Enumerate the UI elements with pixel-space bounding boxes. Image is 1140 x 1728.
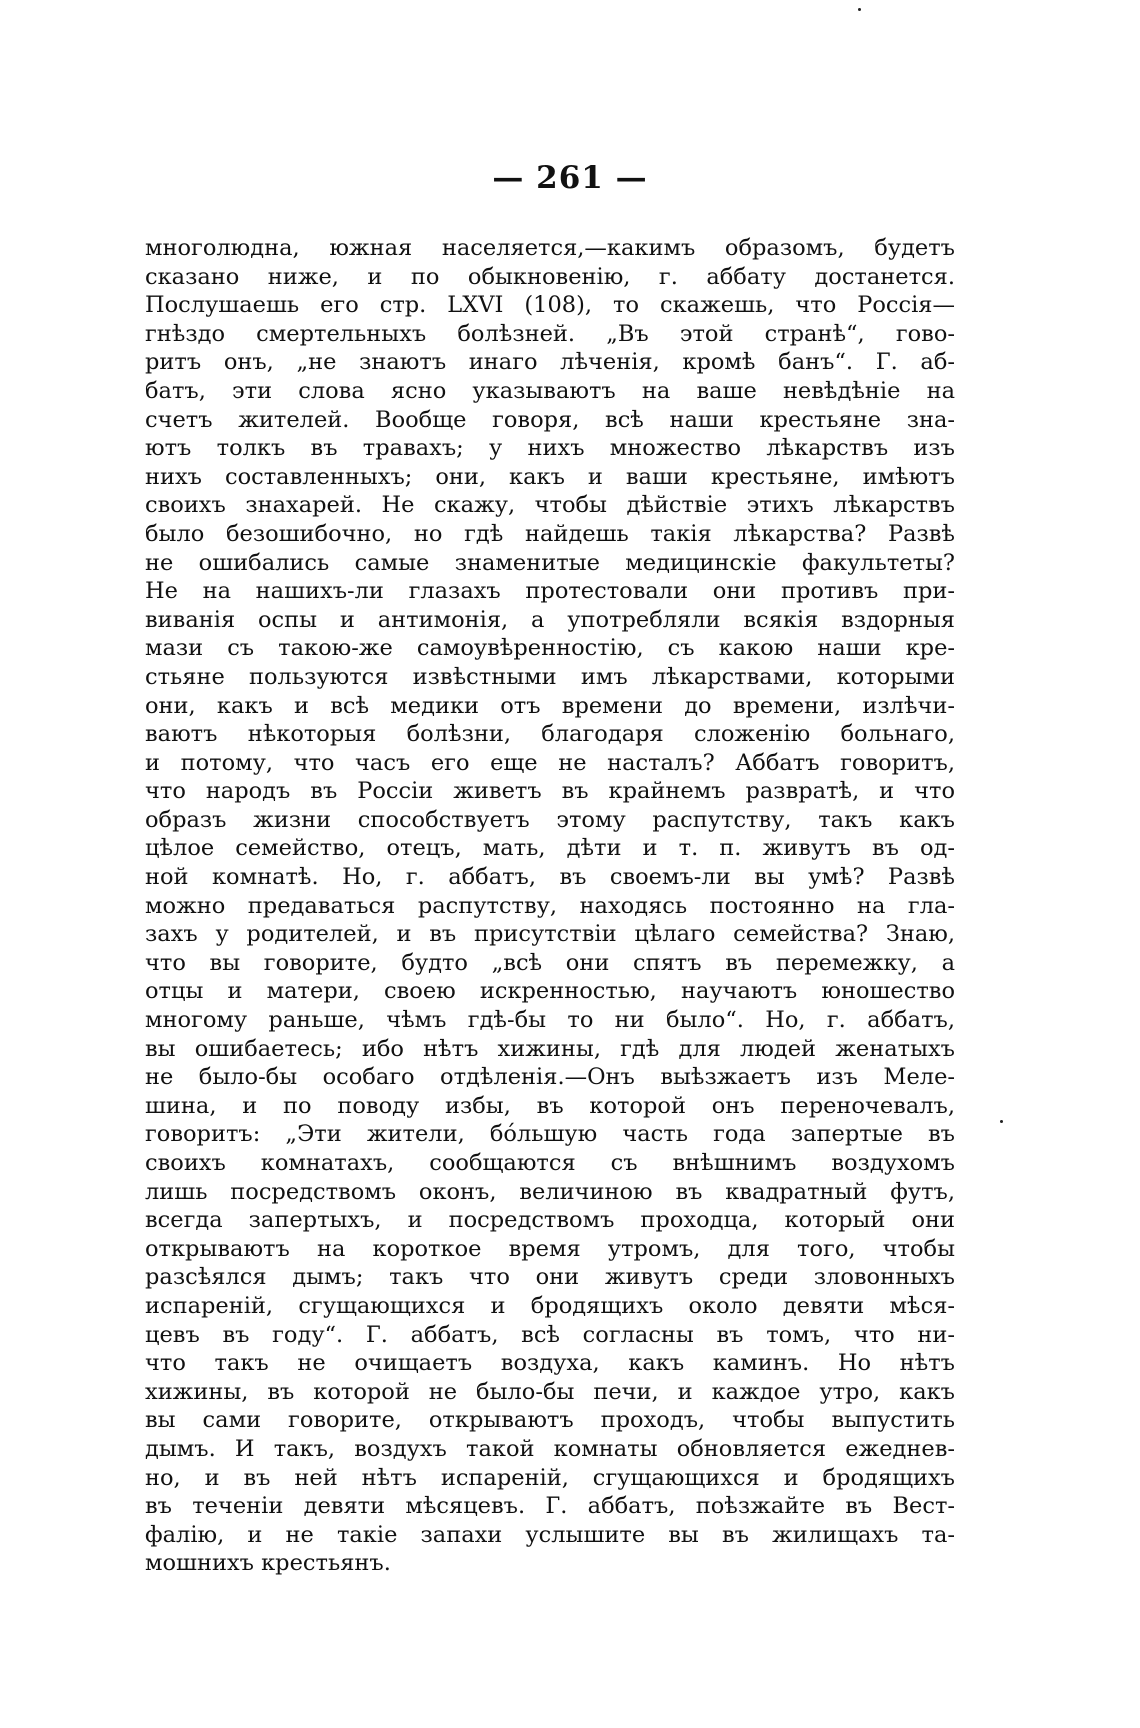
text-line: батъ, эти слова ясно указываютъ на ваше невѣдѣніе на <box>145 377 955 404</box>
text-line: разсѣялся дымъ; такъ что они живутъ среди зловонныхъ <box>145 1264 955 1291</box>
body-text <box>145 234 955 1578</box>
text-line: въ теченіи девяти мѣсяцевъ. Г. аббатъ, поѣзжайте въ Вест- <box>145 1493 955 1520</box>
text-line: своихъ комнатахъ, сообщаются съ внѣшнимъ воздухомъ <box>145 1150 955 1176</box>
text-line: что народъ въ Россіи живетъ въ крайнемъ развратѣ, и что <box>145 778 955 805</box>
scan-speck <box>858 8 861 11</box>
text-line: многолюдна, южная населяется,—какимъ образомъ, будетъ <box>145 235 955 261</box>
text-line: цѣлое семейство, отецъ, мать, дѣти и т. п. живутъ въ од- <box>145 835 955 862</box>
text-line: ной комнатѣ. Но, г. аббатъ, въ своемъ-ли вы умѣ? Развѣ <box>145 864 955 891</box>
text-line: что вы говорите, будто „всѣ они спятъ въ перемежку, а <box>145 949 955 976</box>
text-line: хижины, въ которой не было-бы печи, и каждое утро, какъ <box>145 1378 955 1405</box>
text-line: лишь посредствомъ оконъ, величиною въ квадратный футъ, <box>145 1178 955 1205</box>
text-line: дымъ. И такъ, воздухъ такой комнаты обновляется ежеднев- <box>145 1435 955 1462</box>
text-line: цевъ въ году“. Г. аббатъ, всѣ согласны въ томъ, что ни- <box>145 1321 955 1348</box>
text-line: что такъ не очищаетъ воздуха, какъ каминъ. Но нѣтъ <box>145 1350 955 1377</box>
text-line: гнѣздо смертельныхъ болѣзней. „Въ этой странѣ“, гово- <box>145 320 955 347</box>
text-line: ютъ толкъ въ травахъ; у нихъ множество лѣкарствъ изъ <box>145 435 955 462</box>
text-line: своихъ знахарей. Не скажу, чтобы дѣйствіе этихъ лѣкарствъ <box>145 492 955 519</box>
text-line: мази съ такою-же самоувѣренностію, съ какою наши кре- <box>145 635 955 662</box>
scan-speck <box>1000 1120 1003 1123</box>
text-line: всегда запертыхъ, и посредствомъ проходца, который они <box>145 1207 955 1234</box>
text-line: ваютъ нѣкоторыя болѣзни, благодаря сложенію больнаго, <box>145 721 955 748</box>
text-line: Не на нашихъ-ли глазахъ протестовали они противъ при- <box>145 578 955 605</box>
text-line: и потому, что часъ его еще не насталъ? Аббатъ говоритъ, <box>145 749 955 776</box>
text-line: фалію, и не такіе запахи услышите вы въ жилищахъ та- <box>145 1521 955 1548</box>
text-line: вы сами говорите, открываютъ проходъ, чтобы выпустить <box>145 1407 955 1434</box>
text-line: они, какъ и всѣ медики отъ времени до времени, излѣчи- <box>145 692 955 719</box>
text-line: можно предаваться распутству, находясь постоянно на гла- <box>145 892 955 919</box>
text-line: мошнихъ крестьянъ. <box>145 1550 391 1577</box>
text-line: нихъ составленныхъ; они, какъ и ваши крестьяне, имѣютъ <box>145 463 955 490</box>
text-line: но, и въ ней нѣтъ испареній, сгущающихся и бродящихъ <box>145 1464 955 1491</box>
text-line: говоритъ: „Эти жители, бо́льшую часть года запертые въ <box>145 1121 955 1148</box>
text-line: стьяне пользуются извѣстными имъ лѣкарствами, которыми <box>145 663 955 690</box>
text-line: счетъ жителей. Вообще говоря, всѣ наши крестьяне зна- <box>145 406 955 433</box>
text-line: сказано ниже, и по обыкновенію, г. аббату достанется. <box>145 263 955 290</box>
text-line: не было-бы особаго отдѣленія.—Онъ выѣзжаетъ изъ Меле- <box>145 1064 955 1091</box>
text-line: вы ошибаетесь; ибо нѣтъ хижины, гдѣ для людей женатыхъ <box>145 1035 955 1062</box>
text-line: виванія оспы и антимонія, а употребляли всякія вздорныя <box>145 606 955 633</box>
text-line: Послушаешь его стр. LXVI (108), то скажешь, что Россія— <box>145 292 955 319</box>
text-line: было безошибочно, но гдѣ найдешь такія лѣкарства? Развѣ <box>145 520 955 547</box>
page-number: — 261 — <box>492 160 648 196</box>
text-line: открываютъ на короткое время утромъ, для того, чтобы <box>145 1235 955 1262</box>
text-line: многому раньше, чѣмъ гдѣ-бы то ни было“. Но, г. аббатъ, <box>145 1007 955 1034</box>
text-line: отцы и матери, своею искренностью, научаютъ юношество <box>145 978 955 1005</box>
text-line: испареній, сгущающихся и бродящихъ около девяти мѣся- <box>145 1292 955 1319</box>
text-line: ритъ онъ, „не знаютъ инаго лѣченія, кромѣ банъ“. Г. аб- <box>145 349 955 376</box>
text-line: не ошибались самые знаменитые медицинскіе факультеты? <box>145 549 955 576</box>
text-line: шина, и по поводу избы, въ которой онъ переночевалъ, <box>145 1092 955 1119</box>
text-line: захъ у родителей, и въ присутствіи цѣлаго семейства? Знаю, <box>145 921 955 948</box>
text-line: образъ жизни способствуетъ этому распутству, такъ какъ <box>145 806 955 833</box>
